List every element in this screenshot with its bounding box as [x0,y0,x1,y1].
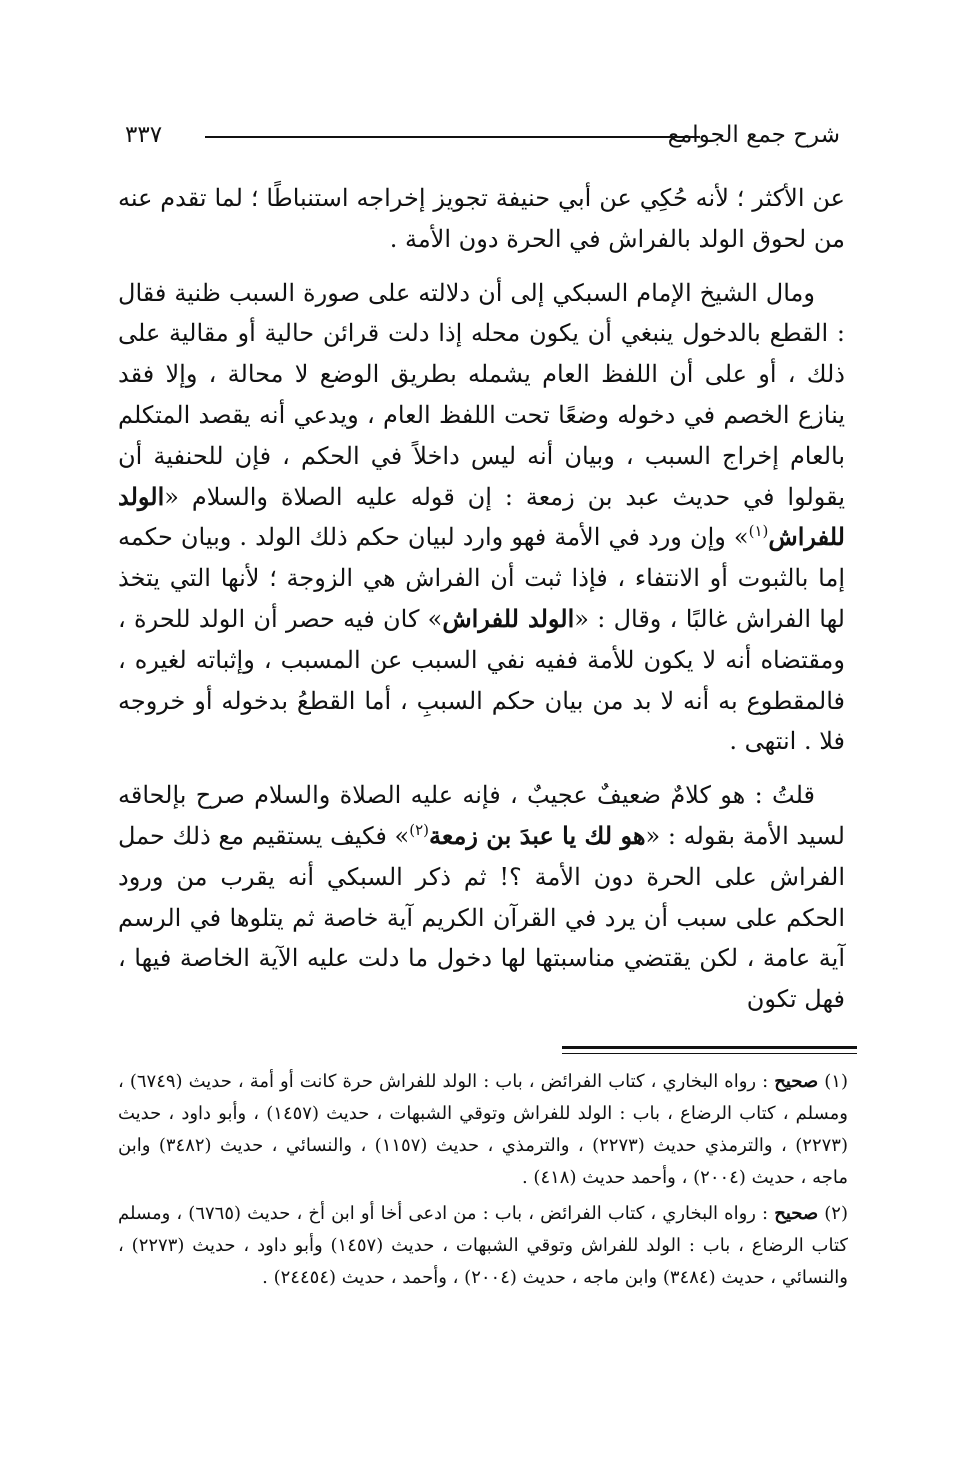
paragraph-1: عن الأكثر ؛ لأنه حُكِي عن أبي حنيفة تجويز إخراجه استنباطًا ؛ لما تقدم عنه من لحوق الولد بالفراش في الحرة دون الأمة . [118,184,846,253]
paragraph-3 [118,775,845,1020]
footnotes [118,1066,848,1298]
footnote-ref-2[interactable]: (٢) [409,820,430,839]
footnote-2 [118,1198,848,1294]
footnote-ref-1[interactable]: (١) [748,522,769,541]
footnote-2-grade: صحيح [774,1203,819,1224]
footnote-1-number: (١) [824,1071,848,1092]
paragraph-2-part-c: » كان فيه حصر أن الولد للحرة ، ومقتضاه أنه لا يكون للأمة ففيه نفي السبب عن المسبب ، وإثباته لغيره ، فالمقطوع به أنه لا بد من بيان حكم السببِ ، أما القطعُ بدخوله أو خروجه فلا . انتهى . [118,604,846,756]
paragraph-2-part-a: ومال الشيخ الإمام السبكي إلى أن دلالته على صورة السبب ظنية فقال : القطع بالدخول ينبغي أن يكون محله إذا دلت قرائن حالية أو مقالية على ذلك ، أو على أن اللفظ العام يشمله بطريق الوضع لا محالة ، وإلا فقد ينازع الخصم في دخوله وضعًا تحت اللفظ العام ، ويدعي أنه يقصد المتكلم بالعام إخراج السبب ، وبيان أنه ليس داخلاً في الحكم ، فإن للحنفية أن يقولوا في حديث عبد بن زمعة : إن قوله عليه الصلاة والسلام « [118,278,845,511]
running-header [125,120,840,160]
footnote-1-grade: صحيح [774,1071,819,1092]
hadith-quote-1: الولد للفراش [118,481,845,552]
paragraph-2 [118,273,845,763]
hadith-quote-3: هو لك يا عبدَ بن زمعة [429,820,646,850]
main-text [118,178,845,1033]
footnote-separator-thin [562,1053,857,1054]
footnote-2-text: : رواه البخاري ، كتاب الفرائض ، باب : من ادعى أخا أو ابن أخ ، حديث (٦٧٦٥) ، ومسلم كتاب الرضاع ، باب : الولد للفراش وتوقي الشبهات ، حديث (١٤٥٧) وأبو داود ، حديث (٢٢٧٣) ، والنسائي ، حديث (٣٤٨٤) وابن ماجه ، حديث (٢٠٠٤) ، وأحمد ، حديث (٢٤٤٥٤) . [118,1203,848,1288]
footnote-1 [118,1066,848,1194]
paragraph-2-part-b: » وإن ورد في الأمة فهو وارد لبيان حكم ذلك الولد . وبيان حكمه إما بالثبوت أو الانتفاء ، فإذا ثبت أن الفراش هي الزوجة ؛ لأنها التي يتخذ لها الفراش غالبًا ، وقال : « [118,523,845,633]
hadith-quote-2: الولد للفراش [442,603,575,633]
footnote-separator-thick [562,1046,857,1049]
header-rule [205,136,700,138]
footnote-1-text: : رواه البخاري ، كتاب الفرائض ، باب : الولد للفراش حرة كانت أو أمة ، حديث (٦٧٤٩) ، ومسلم ، كتاب الرضاع ، باب : الولد للفراش وتوقي الشبهات ، حديث (١٤٥٧) ، وأبو داود ، حديث (٢٢٧٣) ، والترمذي حديث (٢٢٧٣) ، والترمذي ، حديث (١١٥٧) ، والنسائي ، حديث (٣٤٨٢) وابن ماجه ، حديث (٢٠٠٤) ، وأحمد حديث (٤١٨) . [118,1071,848,1188]
page-number: ٣٣٧ [125,122,163,148]
paragraph-3-part-a: قلتُ : هو كلامٌ ضعيفٌ عجيبٌ ، فإنه عليه الصلاة والسلام صرح بإلحاقه لسيد الأمة بقوله : « [118,781,845,850]
footnote-2-number: (٢) [824,1203,848,1224]
header-title: شرح جمع الجوامع [667,122,840,148]
paragraph-3-part-b: » فكيف يستقيم مع ذلك حمل الفراش على الحرة دون الأمة ؟! ثم ذكر السبكي أنه يقرب من ورود الحكم على سبب أن يرد في القرآن الكريم آية خاصة ثم يتلوها في الرسم آية عامة ، لكن يقتضي مناسبتها لها دخول ما دلت عليه الآية الخاصة فيها ، فهل تكون [118,821,845,1014]
